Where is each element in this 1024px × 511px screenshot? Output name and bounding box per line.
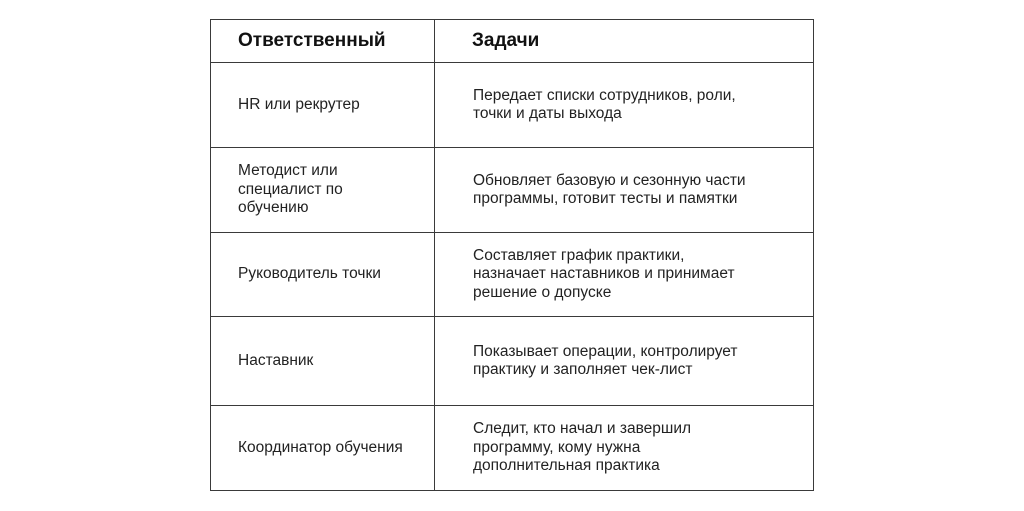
tasks-line: практику и заполняет чек-лист (473, 361, 693, 378)
table-row (211, 63, 814, 148)
tasks-cell (435, 233, 814, 317)
table-header-row (211, 20, 814, 63)
table-row (211, 317, 814, 406)
table-row (211, 406, 814, 491)
role-cell (211, 63, 435, 148)
header-tasks: Задачи (435, 20, 814, 63)
role-text: Наставник (238, 351, 314, 369)
tasks-line: программы, готовит тесты и памятки (473, 190, 738, 207)
role-cell (211, 233, 435, 317)
role-text: Руководитель точки (238, 265, 381, 283)
tasks-line: решение о допуске (473, 283, 612, 301)
role-line: специалист по (238, 180, 343, 198)
role-line: Методист или (238, 162, 338, 180)
tasks-line: Следит, кто начал и завершил (473, 420, 692, 438)
tasks-line: Составляет график практики, (473, 246, 685, 264)
tasks-cell (435, 148, 814, 233)
role-text: Координатор обучения (238, 438, 403, 456)
tasks-line: назначает наставников и принимает (473, 265, 735, 283)
tasks-line: дополнительная практика (473, 457, 660, 475)
tasks-line: Передает списки сотрудников, роли, (473, 86, 736, 104)
role-text: HR или рекрутер (238, 95, 360, 113)
role-cell (211, 406, 435, 491)
tasks-line: точки и даты выхода (473, 105, 622, 122)
tasks-line: Показывает операции, контролирует (473, 342, 738, 360)
table-row (211, 233, 814, 317)
responsibilities-table-container (210, 19, 813, 491)
tasks-line: Обновляет базовую и сезонную части (473, 171, 746, 189)
responsibilities-table (210, 19, 814, 491)
role-cell (211, 317, 435, 406)
tasks-cell (435, 406, 814, 491)
role-cell (211, 148, 435, 233)
tasks-line: программу, кому нужна (473, 438, 641, 456)
table-row (211, 148, 814, 233)
tasks-cell (435, 63, 814, 148)
tasks-cell (435, 317, 814, 406)
role-line: обучению (238, 199, 309, 217)
header-responsible: Ответственный (211, 20, 435, 63)
